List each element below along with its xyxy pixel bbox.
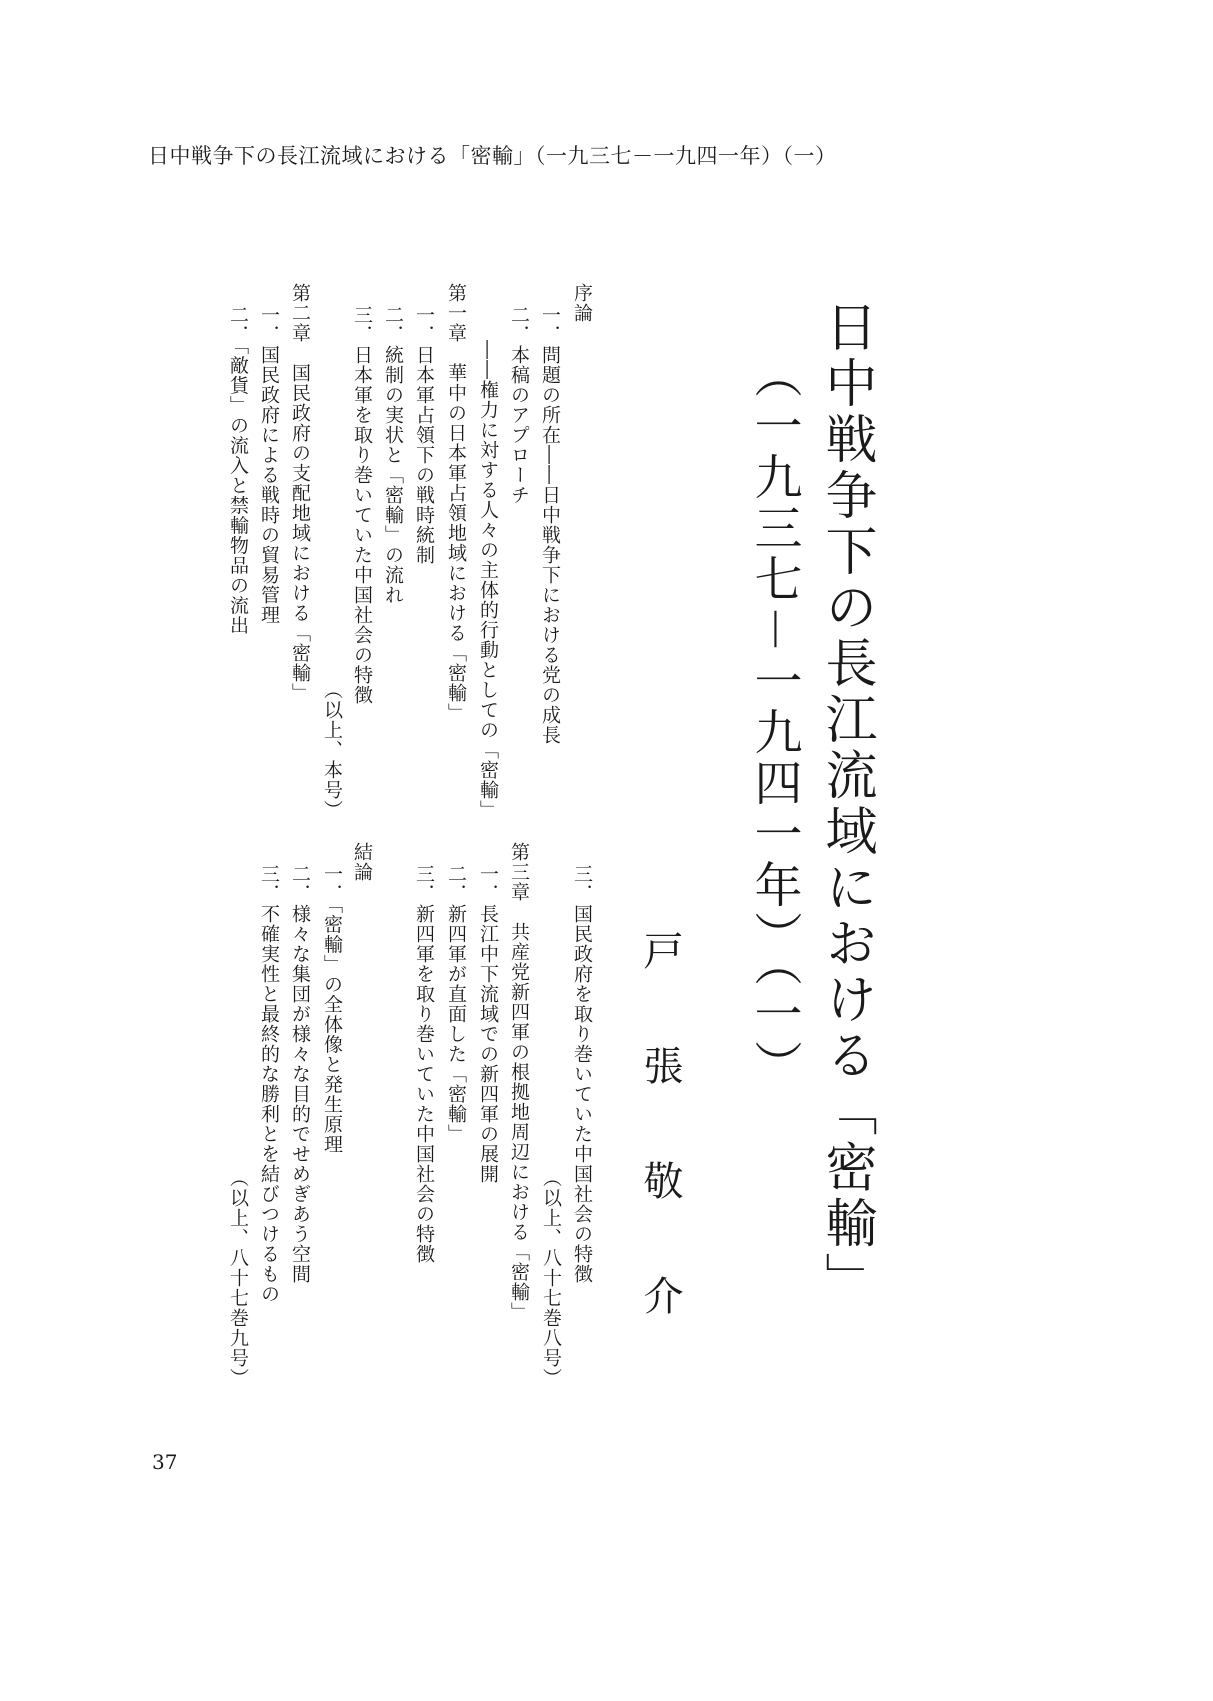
toc-item: 第三章 共産党新四軍の根拠地周辺における「密輸」 — [508, 842, 530, 1322]
toc-item: 三．国民政府を取り巻いていた中国社会の特徴 — [571, 864, 593, 1284]
toc-note: （以上、八十七巻九号） — [227, 1168, 249, 1388]
author-name: 戸張敬介 — [637, 930, 683, 1390]
toc-item: 一．日本軍占領下の戦時統制 — [413, 305, 435, 565]
toc-item: 一．問題の所在――日中戦争下における党の成長 — [539, 305, 561, 745]
toc-item: 二．本稿のアプローチ — [508, 305, 530, 505]
page-number: 37 — [152, 1450, 178, 1474]
toc-note: （以上、八十七巻八号） — [540, 1168, 562, 1388]
toc-item: 一．国民政府による戦時の貿易管理 — [258, 305, 280, 625]
toc-note: （以上、本号） — [321, 680, 343, 820]
running-header: 日中戦争下の長江流域における「密輸」（一九三七－一九四一年）（一） — [148, 144, 837, 168]
toc-item: 二．統制の実状と「密輸」の流れ — [382, 305, 404, 605]
toc-item: 二．「敵貨」の流入と禁輸物品の流出 — [227, 305, 249, 636]
toc-item: 三．日本軍を取り巻いていた中国社会の特徴 — [351, 305, 373, 705]
toc-item: 二．様々な集団が様々な目的でせめぎあう空間 — [289, 864, 311, 1284]
toc-item: 一．長江中下流域での新四軍の展開 — [477, 864, 499, 1184]
article-subtitle: （一九三七－一九四一年）（一） — [746, 350, 802, 1092]
toc-item: 三．不確実性と最終的な勝利とを結びつけるもの — [258, 864, 280, 1304]
toc-item: 二．新四軍が直面した「密輸」 — [445, 864, 467, 1144]
article-title: 日中戦争下の長江流域における「密輸」 — [816, 300, 876, 1308]
toc-item: 一．「密輸」の全体像と発生原理 — [321, 864, 343, 1155]
toc-item: 第二章 国民政府の支配地域における「密輸」 — [289, 283, 311, 703]
toc-item: ――権力に対する人々の主体的行動としての「密輸」 — [477, 340, 499, 820]
toc-item: 結論 — [351, 842, 373, 882]
toc-item: 序論 — [571, 283, 593, 323]
toc-item: 第一章 華中の日本軍占領地域における「密輸」 — [445, 283, 467, 723]
toc-item: 三．新四軍を取り巻いていた中国社会の特徴 — [413, 864, 435, 1264]
